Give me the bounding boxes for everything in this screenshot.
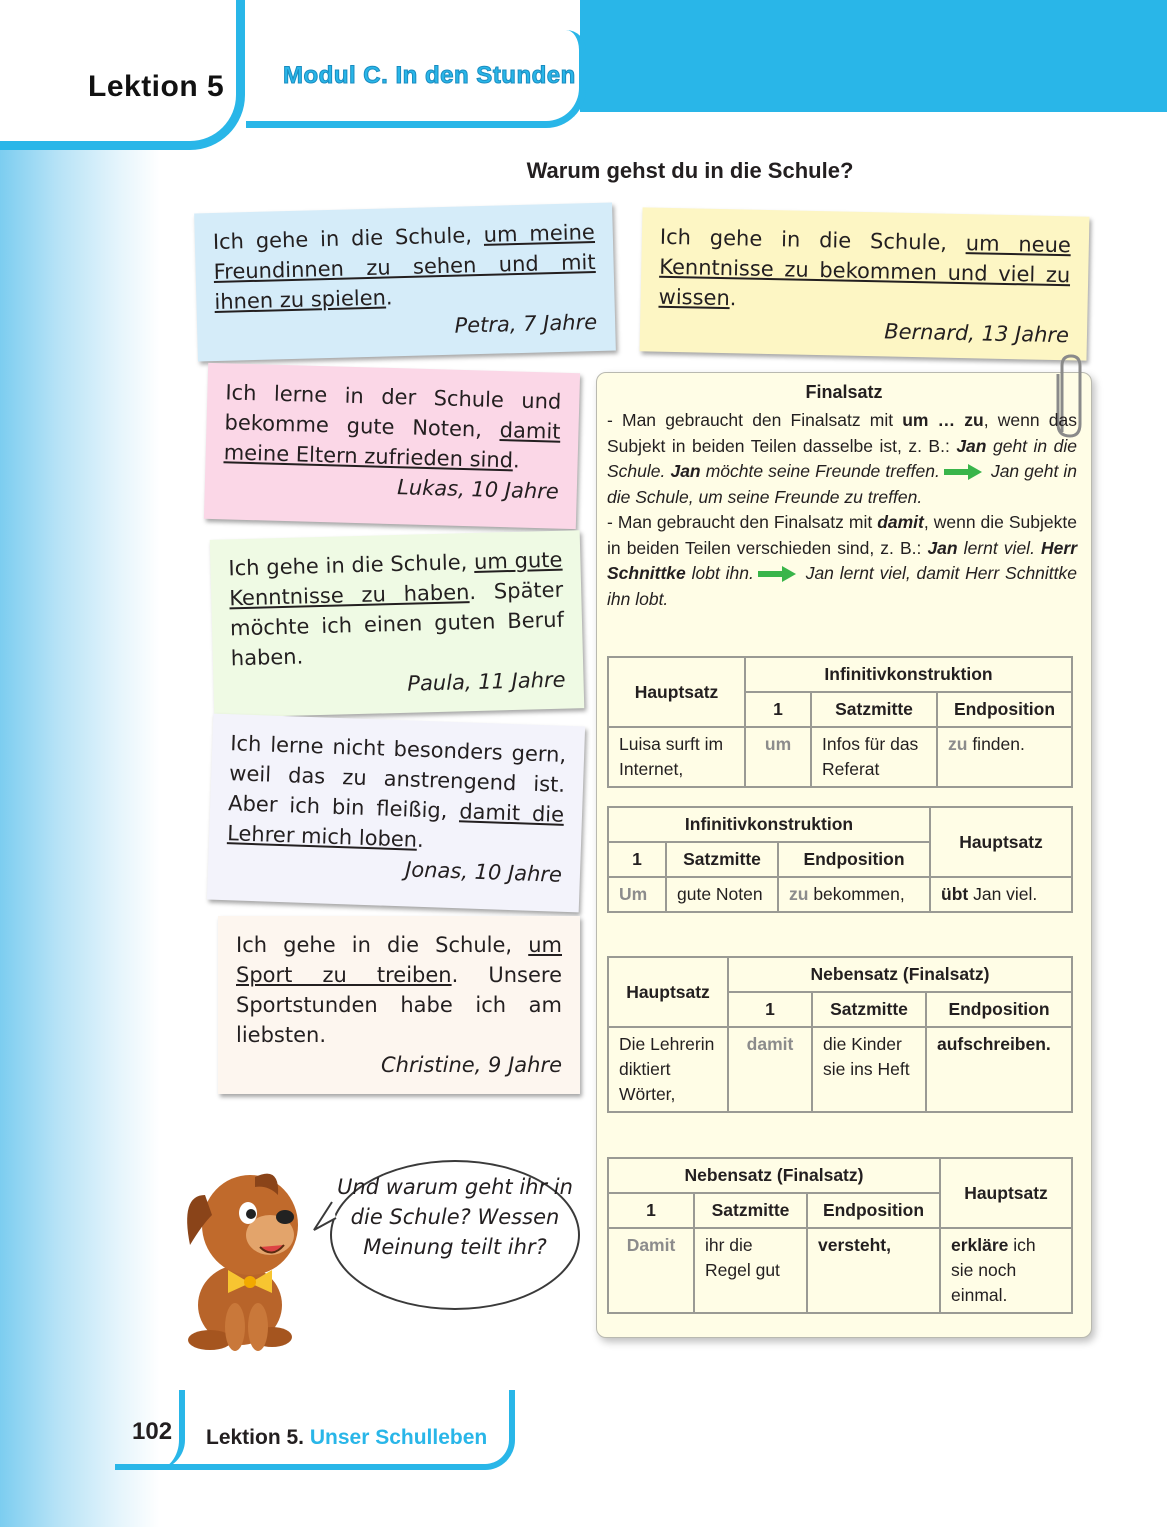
left-gradient-band [0,0,160,1527]
speech-bubble-text: Und warum geht ihr in die Schule? Wessen Meinung teilt ihr? [337,1175,573,1259]
grammar-table-3: Hauptsatz Nebensatz (Finalsatz) 1 Satzmitte Endposition Die Lehrerin diktiert Wörter, damit die Kinder sie ins Heft aufschreiben. [607,956,1073,1113]
note-signature: Christine, 9 Jahre [381,1053,562,1077]
note-jonas: Ich lerne nicht besonders gern, weil das zu anstrengend ist. Aber ich bin fleißig, damit die Lehrer mich loben. Jonas, 10 Jahre [207,714,585,913]
note-signature: Jonas, 10 Jahre [404,857,563,887]
lesson-tab-label: Lektion 5 [88,70,225,103]
note-petra: Ich gehe in die Schule, um meine Freundinnen zu sehen und mit ihnen zu spielen. Petra, 7 Jahre [194,203,616,362]
green-arrow-icon [944,466,982,478]
puppy-illustration [160,1155,310,1355]
grammar-table-1: Hauptsatz Infinitivkonstruktion 1 Satzmitte Endposition Luisa surft im Internet, um Infos für das Referat zu finden. [607,656,1073,788]
grammar-table-2: Infinitivkonstruktion Hauptsatz 1 Satzmitte Endposition Um gute Noten zu bekommen, übt Jan viel. [607,806,1073,913]
top-blue-bar [580,0,1167,112]
green-arrow-icon [758,568,796,580]
rule-text: - Man gebraucht den Finalsatz mit um … zu, wenn das Subjekt in beiden Teilen dasselbe ist, z. B.: Jan geht in die Schule. Jan möchte seine Freunde treffen. Jan geht in die Schule, um seine Freunde zu treffen. - Man gebraucht den Finalsatz mit damit, wenn die Subjekte in beiden Teilen verschieden sind, z. B.: Jan lernt viel. Herr Schnittke lobt ihn. Jan lernt viel, damit Herr Schnittke ihn lobt. [607,410,1078,609]
note-bernard: Ich gehe in die Schule, um neue Kenntnisse zu bekommen und viel zu wissen. Bernard, 13 Jahre [640,207,1090,360]
note-christine: Ich gehe in die Schule, um Sport zu treiben. Unsere Sportstunden habe ich am liebsten. Christine, 9 Jahre [218,916,580,1094]
note-signature: Paula, 11 Jahre [407,667,566,696]
note-signature: Bernard, 13 Jahre [883,319,1070,348]
grammar-table-4: Nebensatz (Finalsatz) Hauptsatz 1 Satzmitte Endposition Damit ihr die Regel gut versteht, erkläre ich sie noch einmal. [607,1157,1073,1314]
note-signature: Lukas, 10 Jahre [396,475,560,504]
note-paula: Ich gehe in die Schule, um gute Kenntnisse zu haben. Später möchte ich einen guten Beruf haben. Paula, 11 Jahre [210,530,585,718]
module-tab-label: Modul C. In den Stunden [283,62,576,89]
footer-title: Lektion 5. Unser Schulleben [206,1426,488,1449]
note-signature: Petra, 7 Jahre [454,309,598,338]
page-title: Warum gehst du in die Schule? [526,158,854,183]
page-number: 102 [132,1418,173,1445]
note-lukas: Ich lerne in der Schule und bekomme gute Noten, damit meine Eltern zufrieden sind. Lukas, 10 Jahre [204,363,580,529]
rule-title: Finalsatz [805,382,883,402]
